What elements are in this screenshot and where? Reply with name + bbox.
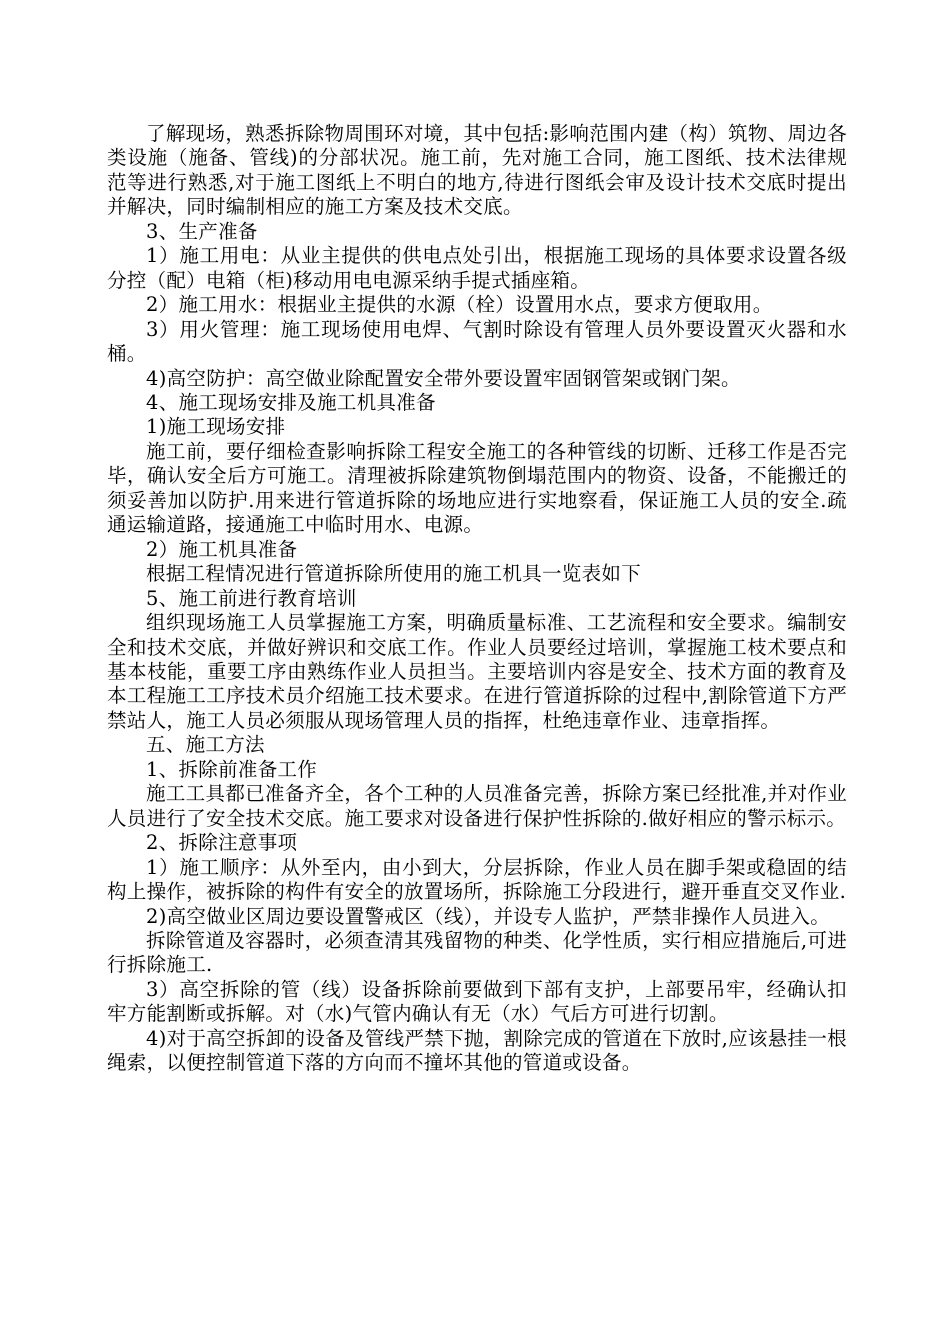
heading-site-arrangement: 4、施工现场安排及施工机具准备 [146,390,436,414]
paragraph-pre-construction-check: 施工前，要仔细检查影响拆除工程安全施工的各种管线的切断、迁移工作是否完毕，确认安全后方可施工。清理被拆除建筑物倒塌范围内的物资、设备，不能搬迁的须妥善加以防护.用来进行管道拆除的场地应进行实地察看，保证施工人员的安全.疏通运输道路，接通施工中临时用水、电源。 [107,439,847,537]
subheading-site-arrangement: 1)施工现场安排 [146,415,286,439]
heading-pre-demolition-work: 1、拆除前准备工作 [146,757,318,781]
paragraph-construction-order: 1）施工顺序：从外至内，由小到大，分层拆除，作业人员在脚手架或稳固的结构上操作，被拆除的构件有安全的放置场所，拆除施工分段进行，避开垂直交叉作业. [107,855,847,904]
paragraph-high-pipe-support: 3）高空拆除的管（线）设备拆除前要做到下部有支护，上部要吊牢，经确认扣牢方能割断或拆解。对（水)气管内确认有无（水）气后方可进行切割。 [107,977,847,1026]
paragraph-site-survey: 了解现场，熟悉拆除物周围环对境，其中包括:影响范围内建（构）筑物、周边各类设施（施备、管线)的分部状况。施工前，先对施工合同，施工图纸、技术法律规范等进行熟悉,对于施工图纸上不明白的地方,待进行图纸会审及设计技术交底时提出并解决，同时编制相应的施工方案及技术交底。 [107,122,847,219]
paragraph-construction-water: 2）施工用水：根据业主提供的水源（栓）设置用水点，要求方便取用。 [146,293,773,317]
paragraph-pipe-container-removal: 拆除管道及容器时，必须查清其残留物的种类、化学性质，实行相应措施后,可进行拆除施工. [107,928,847,977]
paragraph-equipment-list: 根据工程情况进行管道拆除所使用的施工机具一览表如下 [146,562,642,586]
document-body [107,122,847,1076]
paragraph-training: 组织现场施工人员掌握施工方案，明确质量标准、工艺流程和安全要求。编制安全和技术交底，并做好辨识和交底工作。作业人员要经过培训，掌握施工枝术要点和基本枝能，重要工序由熟练作业人员担当。主要培训内容是安全、技术方面的教育及本工程施工工序技术员介绍施工技术要求。在进行管道拆除的过程中,割除管道下方严禁站人，施工人员必须服从现场管理人员的指挥，杜绝违章作业、违章指挥。 [107,611,847,732]
heading-training: 5、施工前进行教育培训 [146,586,357,610]
paragraph-warning-zone: 2)高空做业区周边要设置警戒区（线），并设专人监护，严禁非操作人员进入。 [146,904,831,928]
paragraph-fire-management: 3）用火管理：施工现场使用电焊、气割时除设有管理人员外要设置灭火器和水桶。 [107,317,847,366]
paragraph-high-altitude-protection: 4)高空防护：高空做业除配置安全带外要设置牢固钢管架或钢门架。 [146,366,741,390]
heading-construction-method: 五、施工方法 [146,733,265,757]
heading-demolition-notes: 2、拆除注意事项 [146,831,298,855]
heading-production-preparation: 3、生产准备 [146,219,258,243]
paragraph-tools-ready: 施工工具都已准备齐全，各个工种的人员准备完善，拆除方案已经批准,并对作业人员进行了安全技术交底。施工要求对设备进行保护性拆除的.做好相应的警示标示。 [107,782,847,830]
paragraph-construction-power: 1）施工用电：从业主提供的供电点处引出，根据施工现场的具体要求设置各级分控（配）电箱（柜)移动用电电源采纳手提式插座箱。 [107,244,847,292]
subheading-equipment-preparation: 2）施工机具准备 [146,537,298,561]
paragraph-no-throwing: 4)对于高空拆卸的设备及管线严禁下抛，割除完成的管道在下放时,应该悬挂一根绳索，以便控制管道下落的方向而不撞坏其他的管道或设备。 [107,1026,847,1075]
